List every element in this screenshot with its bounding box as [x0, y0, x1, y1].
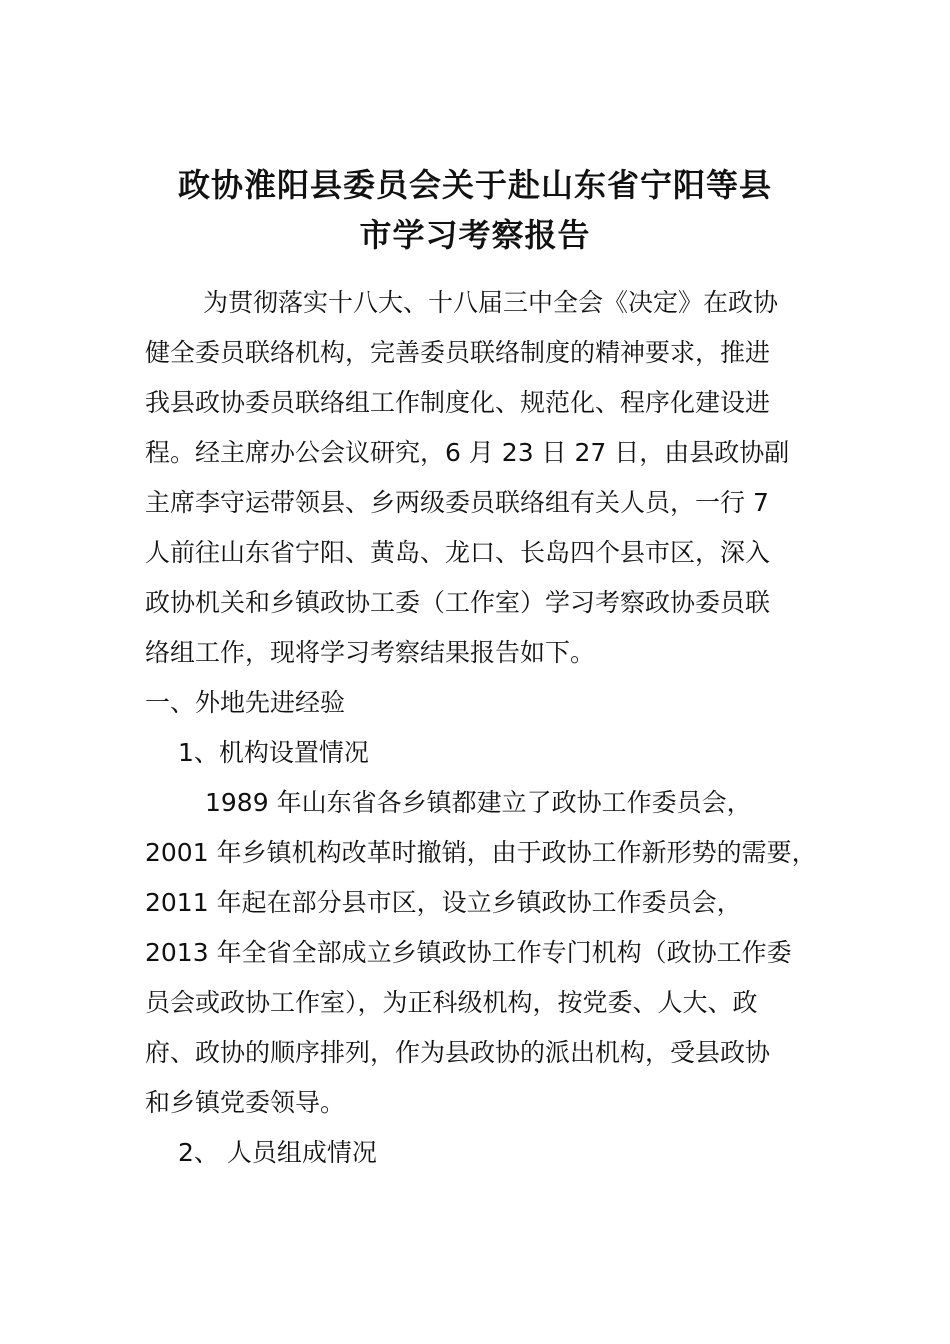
- paragraph-line: 人前往山东省宁阳、黄岛、龙口、长岛四个县市区，深入: [145, 538, 771, 567]
- paragraph-line: 我县政协委员联络组工作制度化、规范化、程序化建设进: [145, 388, 771, 417]
- paragraph-line: 政协机关和乡镇政协工委（工作室）学习考察政协委员联: [145, 588, 771, 617]
- paragraph-line: 络组工作，现将学习考察结果报告如下。: [145, 638, 596, 667]
- paragraph-line: 主席李守运带领县、乡两级委员联络组有关人员，一行 7: [145, 488, 769, 517]
- paragraph-line: 程。经主席办公会议研究，6 月 23 日 27 日，由县政协副: [145, 438, 790, 467]
- paragraph-line: 和乡镇党委领导。: [145, 1088, 346, 1117]
- paragraph-line: 2013 年全省全部成立乡镇政协工作专门机构（政协工作委: [145, 938, 792, 967]
- paragraph-line: 1989 年山东省各乡镇都建立了政协工作委员会，: [205, 788, 752, 817]
- paragraph-line: 府、政协的顺序排列，作为县政协的派出机构，受县政协: [145, 1038, 771, 1067]
- paragraph-line: 2001 年乡镇机构改革时撤销，由于政协工作新形势的需要，: [145, 838, 817, 867]
- subsection-heading: 2、 人员组成情况: [178, 1138, 377, 1167]
- section-heading: 一、外地先进经验: [145, 688, 346, 717]
- paragraph-line: 为贯彻落实十八大、十八届三中全会《决定》在政协: [203, 288, 779, 317]
- subsection-heading: 1、机构设置情况: [178, 738, 369, 767]
- paragraph-line: 员会或政协工作室），为正科级机构，按党委、人大、政: [145, 988, 758, 1017]
- document-title-line-1: 政协淮阳县委员会关于赴山东省宁阳等县: [177, 166, 772, 204]
- paragraph-line: 2011 年起在部分县市区，设立乡镇政协工作委员会，: [145, 888, 742, 917]
- document-title-line-2: 市学习考察报告: [359, 216, 591, 254]
- paragraph-line: 健全委员联络机构，完善委员联络制度的精神要求，推进: [145, 338, 771, 367]
